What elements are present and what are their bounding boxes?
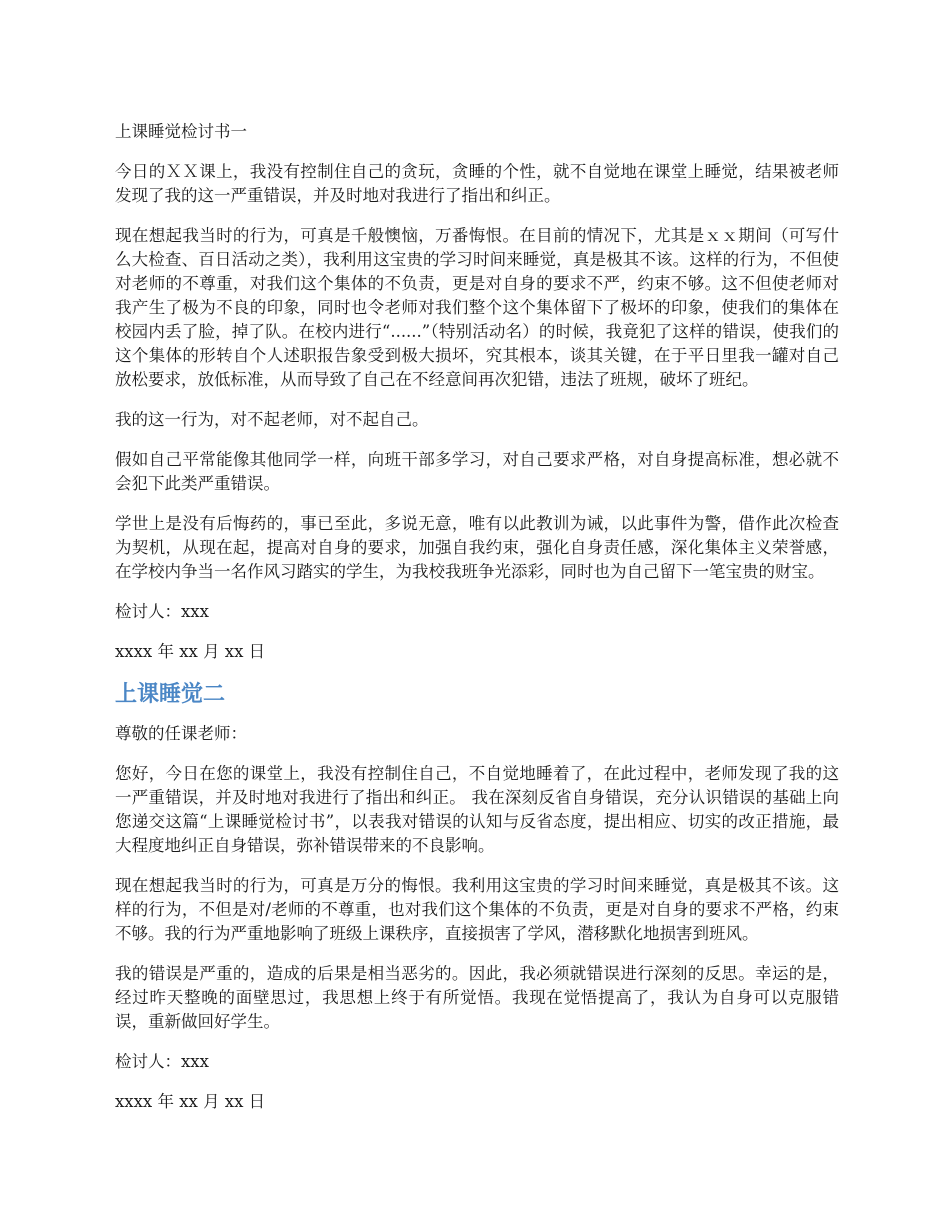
document-title: 上课睡觉检讨书一 xyxy=(115,122,247,141)
date-line: xxxx 年 xx 月 xx 日 xyxy=(115,642,266,661)
paragraph: 今日的ＸＸ课上，我没有控制住自己的贪玩，贪睡的个性，就不自觉地在课堂上睡觉，结果被老师发现了我的这一严重错误，并及时地对我进行了指出和纠正。 xyxy=(115,162,839,205)
signer-line: 检讨人：xxx xyxy=(115,602,209,621)
paragraph: 假如自己平常能像其他同学一样，向班干部多学习，对自己要求严格，对自身提高标准，想必就不会犯下此类严重错误。 xyxy=(115,450,839,493)
section-heading: 上课睡觉二 xyxy=(115,682,226,707)
salutation: 尊敬的任课老师： xyxy=(115,724,247,743)
paragraph: 您好，今日在您的课堂上，我没有控制住自己，不自觉地睡着了，在此过程中，老师发现了我的这一严重错误，并及时地对我进行了指出和纠正。 我在深刻反省自身错误，充分认识错误的基础上向您递交这篇“上课睡觉检讨书”，以表我对错误的认知与反省态度，提出相应、切实的改正措施，最大程度地纠正自身错误，弥补错误带来的不良影响。 xyxy=(115,764,839,855)
paragraph: 学世上是没有后悔药的，事已至此，多说无意，唯有以此教训为诫，以此事件为警，借作此次检查为契机，从现在起，提高对自身的要求，加强自我约束，强化自身责任感，深化集体主义荣誉感，在学校内争当一名作风习踏实的学生，为我校我班争光添彩，同时也为自己留下一笔宝贵的财宝。 xyxy=(115,514,839,581)
paragraph: 现在想起我当时的行为，可真是万分的悔恨。我利用这宝贵的学习时间来睡觉，真是极其不该。这样的行为，不但是对/老师的不尊重，也对我们这个集体的不负责，更是对自身的要求不严格，约束不够。我的行为严重地影响了班级上课秩序，直接损害了学风，潜移默化地损害到班风。 xyxy=(115,876,839,943)
document-page xyxy=(115,120,839,1130)
signer-line: 检讨人：xxx xyxy=(115,1052,209,1071)
date-line: xxxx 年 xx 月 xx 日 xyxy=(115,1092,266,1111)
paragraph: 现在想起我当时的行为，可真是千般懊恼，万番悔恨。在目前的情况下，尤其是ｘｘ期间（可写什么大检查、百日活动之类），我利用这宝贵的学习时间来睡觉，真是极其不该。这样的行为，不但使对老师的不尊重，对我们这个集体的不负责，更是对自身的要求不严，约束不够。这不但使老师对我产生了极为不良的印象，同时也令老师对我们整个这个集体留下了极坏的印象，使我们的集体在校园内丢了脸，掉了队。在校内进行“......”（特别活动名）的时候，我竟犯了这样的错误，使我们的这个集体的形转自个人述职报告象受到极大损坏，究其根本，谈其关键，在于平日里我一罐对自己放松要求，放低标准，从而导致了自己在不经意间再次犯错，违法了班规，破坏了班纪。 xyxy=(115,226,840,389)
paragraph: 我的这一行为，对不起老师，对不起自己。 xyxy=(115,410,429,429)
paragraph: 我的错误是严重的，造成的后果是相当恶劣的。因此，我必须就错误进行深刻的反思。幸运的是，经过昨天整晚的面壁思过，我思想上终于有所觉悟。我现在觉悟提高了，我认为自身可以克服错误，重新做回好学生。 xyxy=(115,964,839,1031)
